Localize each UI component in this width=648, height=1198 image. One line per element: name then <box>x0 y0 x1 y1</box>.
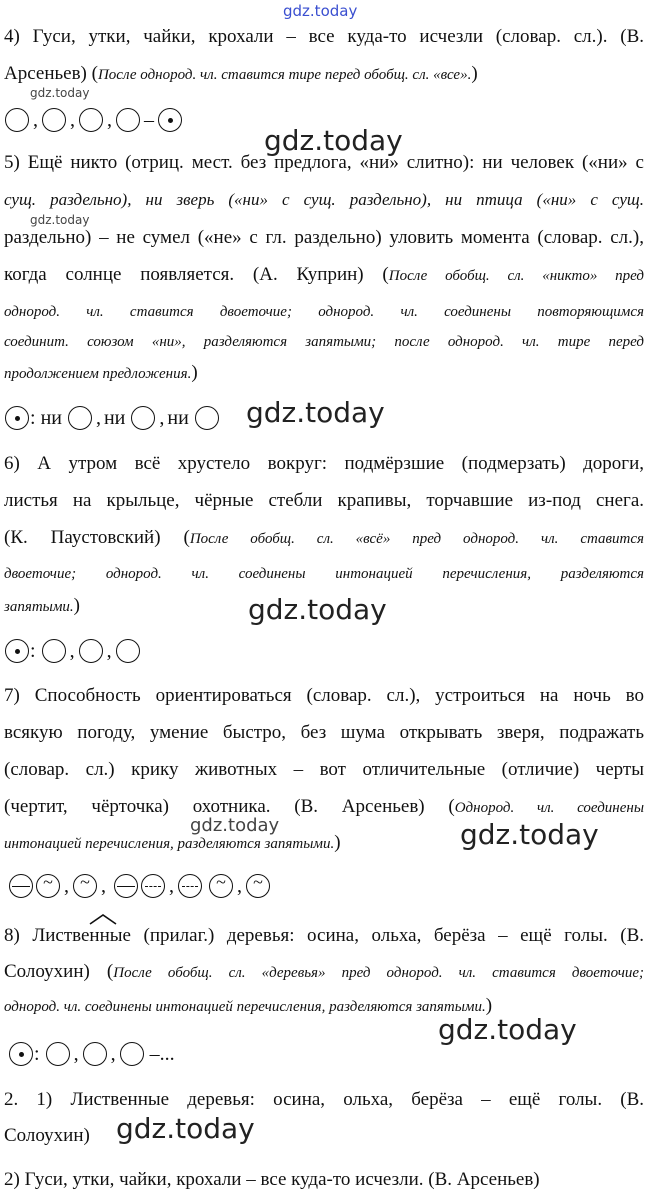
s7-line-5 <box>4 831 644 856</box>
schema-ni: ни <box>103 406 126 429</box>
watermark-top: gdz.today <box>283 2 358 20</box>
line-circle-icon <box>9 874 33 898</box>
schema-colon: : <box>34 1042 40 1065</box>
circle-icon <box>116 639 140 663</box>
s8-line-1: 8) Лиственные (прилаг.) деревья: осина, ольха, берёза – ещё голы. (В. <box>4 925 644 946</box>
s8-paren: ) <box>485 995 493 1016</box>
s6-line-5 <box>4 594 644 619</box>
s5-schema: : ни , ни , ни <box>4 403 220 433</box>
s7-line-4 <box>4 795 644 820</box>
watermark-big: gdz.today <box>246 396 385 429</box>
s7-note-end: интонацией перечисления, разделяются запятыми. <box>4 836 335 852</box>
s7-author: (чертит, чёрточка) охотника. (В. Арсеньев) ( <box>4 796 455 817</box>
s6-line-4: двоеточие; однород. чл. соединены интонацией перечисления, разделяются <box>4 566 644 582</box>
s6-paren: ) <box>73 595 80 616</box>
circle-icon <box>79 108 103 132</box>
dotted-circle-icon <box>5 639 29 663</box>
s6-line-3 <box>4 526 644 551</box>
circle-icon <box>42 108 66 132</box>
circle-icon <box>83 1042 107 1066</box>
circle-icon <box>5 108 29 132</box>
s5-line-3: раздельно) – не сумел («не» с гл. раздельно) уловить момента (словар. сл.), <box>4 227 644 248</box>
s6-author: (К. Паустовский) ( <box>4 527 190 548</box>
s8-line-2 <box>4 960 644 985</box>
watermark-big: gdz.today <box>460 818 599 851</box>
s8-line-3 <box>4 994 644 1019</box>
line-circle-icon <box>114 874 138 898</box>
dash-circle-icon <box>178 874 202 898</box>
s8-author: Солоухин) ( <box>4 961 114 982</box>
s5-author: когда солнце появляется. (А. Куприн) ( <box>4 264 389 285</box>
s5-line-7 <box>4 361 644 386</box>
watermark-big: gdz.today <box>438 1013 577 1046</box>
s7-line-3: (словар. сл.) крику животных – вот отличительные (отличие) черты <box>4 759 644 780</box>
circle-icon <box>131 406 155 430</box>
watermark-small: gdz.today <box>30 86 90 100</box>
s5-line-4 <box>4 263 644 288</box>
dash-circle-icon <box>141 874 165 898</box>
circle-icon <box>42 639 66 663</box>
s4-line-1: 4) Гуси, утки, чайки, крохали – все куда-то исчезли (словар. сл.). (В. <box>4 26 644 47</box>
schema-colon: : <box>30 406 36 429</box>
watermark-big: gdz.today <box>264 124 403 157</box>
circle-icon <box>195 406 219 430</box>
s4-note: После однород. чл. ставится тире перед обобщ. сл. «все». <box>97 67 472 83</box>
s6-note-end: запятыми. <box>4 599 74 615</box>
circle-icon <box>46 1042 70 1066</box>
wave-circle-icon <box>36 874 60 898</box>
watermark-small: gdz.today <box>190 815 280 836</box>
s8-note-end: однород. чл. соединены интонацией перечисления, разделяются запятыми. <box>4 999 486 1015</box>
watermark-small: gdz.today <box>30 213 90 227</box>
s4-line-2 <box>4 62 644 87</box>
s7-line-2: всякую погоду, умение быстро, без шума открывать зверя, подражать <box>4 722 644 743</box>
s4-schema: , , , – <box>4 105 183 135</box>
s5-line-6: соединит. союзом «ни», разделяются запятыми; после однород. чл. тире перед <box>4 334 644 350</box>
s8-note-start: После обобщ. сл. «деревья» пред однород. чл. ставится двоеточие; <box>113 965 645 981</box>
s6-line-2: листья на крыльце, чёрные стебли крапивы, торчавшие из-под снега. <box>4 490 644 511</box>
s5-line-1: 5) Ещё никто (отриц. мест. без предлога, «ни» слитно): ни человек («ни» с <box>4 152 644 173</box>
part2-line-2: Солоухин) <box>4 1125 90 1146</box>
schema-colon: : <box>30 639 36 662</box>
part2-line-3: 2) Гуси, утки, чайки, крохали – все куда-то исчезли. (В. Арсеньев) <box>4 1169 540 1190</box>
s6-note-start: После обобщ. сл. «всё» пред однород. чл. ставится <box>189 531 644 547</box>
circle-icon <box>79 639 103 663</box>
s7-schema: ~ , ~ , , ~ , ~ <box>4 871 271 901</box>
s5-note-end: продолжением предложения. <box>4 366 192 382</box>
s6-line-1: 6) А утром всё хрустело вокруг: подмёрзшие (подмерзать) дороги, <box>4 453 644 474</box>
s7-line-1: 7) Способность ориентироваться (словар. сл.), устроиться на ночь во <box>4 685 644 706</box>
dotted-circle-icon <box>9 1042 33 1066</box>
circle-icon <box>116 108 140 132</box>
circle-icon <box>120 1042 144 1066</box>
watermark-big: gdz.today <box>248 593 387 626</box>
s4-author: Арсеньев) ( <box>4 63 98 84</box>
dotted-circle-icon <box>158 108 182 132</box>
circle-icon <box>68 406 92 430</box>
schema-ni: ни <box>40 406 62 429</box>
s8-schema: : , , –... <box>8 1039 175 1069</box>
s5-note-start: После обобщ. сл. «никто» пред <box>388 268 645 284</box>
schema-ni: ни <box>167 406 189 429</box>
wave-circle-icon <box>246 874 270 898</box>
s5-line-5: однород. чл. ставится двоеточие; однород. чл. соединены повторяющимся <box>4 304 644 320</box>
wave-circle-icon <box>209 874 233 898</box>
s7-note-start: Однород. чл. соединены <box>454 800 645 816</box>
schema-tail: –... <box>149 1042 175 1065</box>
watermark-big: gdz.today <box>116 1112 255 1145</box>
dotted-circle-icon <box>5 406 29 430</box>
s6-schema: : , , <box>4 636 141 666</box>
s5-line-2: сущ. раздельно), ни зверь («ни» с сущ. раздельно), ни птица («ни» с сущ. <box>4 190 644 209</box>
part2-line-1: 2. 1) Лиственные деревья: осина, ольха, берёза – ещё голы. (В. <box>4 1089 644 1110</box>
s5-paren: ) <box>191 362 198 383</box>
s4-paren: ) <box>471 63 478 84</box>
s7-paren: ) <box>334 832 341 853</box>
wave-circle-icon <box>73 874 97 898</box>
